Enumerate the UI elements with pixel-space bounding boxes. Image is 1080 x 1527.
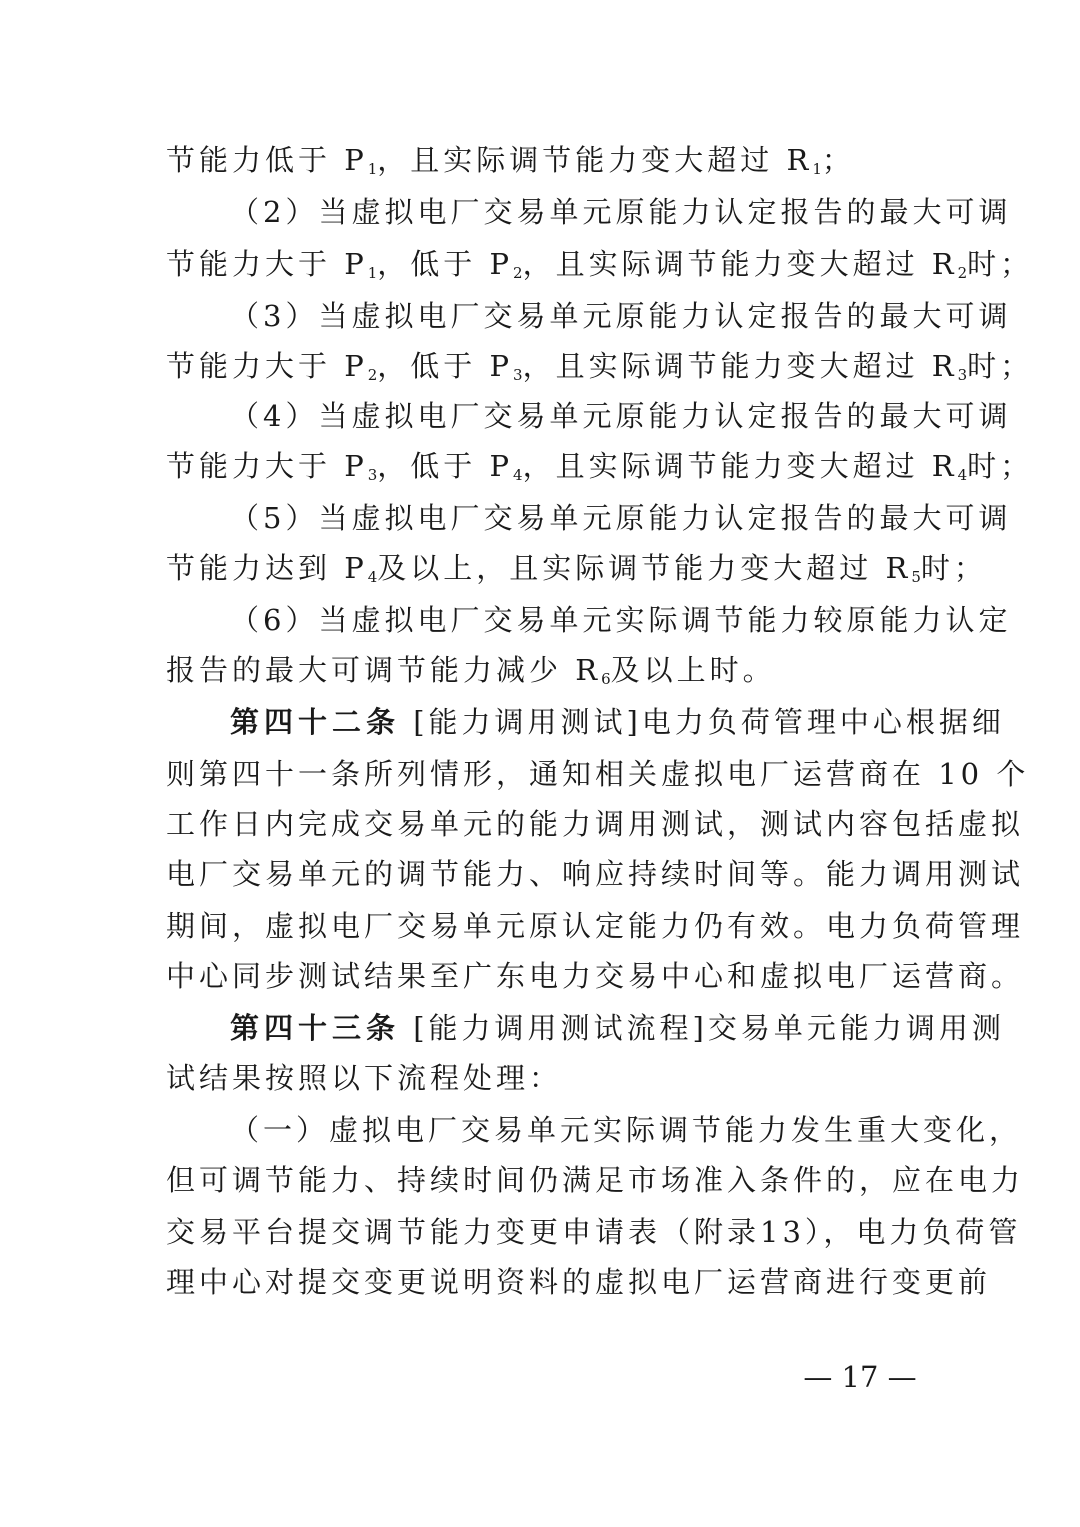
text-line [166,242,1034,286]
subscript: 3 [367,466,378,484]
text-segment: 节能力大于 P [166,247,368,281]
text-line [166,752,1030,796]
subscript: 5 [911,568,921,586]
text-segment: 节能力达到 P [166,551,368,585]
text-line [230,496,1012,540]
text-line [166,1158,1025,1202]
subscript: 2 [367,366,378,384]
text-segment: ，且实际调节能力变大超过 R [522,449,958,483]
text-segment: 交易平台提交调节能力变更申请表（附录13），电力负荷管 [166,1215,1022,1249]
subscript: 6 [601,670,611,688]
text-line [166,444,1034,488]
text-line [166,138,916,182]
subscript: 3 [957,366,968,384]
text-segment: （3）当虚拟电厂交易单元原能力认定报告的最大可调 [230,299,1012,333]
text-segment: （一）虚拟电厂交易单元实际调节能力发生重大变化， [230,1113,1023,1147]
article-43-heading-line [230,1006,1005,1050]
text-line [166,546,987,590]
text-segment: 试结果按照以下流程处理： [166,1061,563,1095]
text-line [166,648,916,692]
text-segment: 理中心对提交变更说明资料的虚拟电厂运营商进行变更前 [166,1265,992,1299]
subscript: 1 [812,160,822,178]
text-line [230,294,1012,338]
text-segment: 中心同步测试结果至广东电力交易中心和虚拟电厂运营商。 [166,959,1025,993]
text-line [230,190,1012,234]
text-line [166,904,1025,948]
article-label: 第四十二条 [230,705,401,739]
text-segment: 期间，虚拟电厂交易单元原认定能力仍有效。电力负荷管理 [166,909,1025,943]
text-segment: 报告的最大可调节能力减少 R [166,653,602,687]
text-segment: 但可调节能力、持续时间仍满足市场准入条件的，应在电力 [166,1163,1025,1197]
text-segment: 则第四十一条所列情形，通知相关虚拟电厂运营商在 10 个 [166,757,1030,791]
subscript: 1 [367,160,378,178]
text-segment: 时； [967,449,1034,483]
text-line [166,852,1025,896]
text-segment: [能力调用测试]电力负荷管理中心根据细 [400,705,1005,739]
article-label: 第四十三条 [230,1011,401,1045]
subscript: 1 [367,264,378,282]
subscript: 3 [513,366,523,384]
text-segment: 节能力大于 P [166,349,368,383]
page-number: — 17 — [803,1360,917,1394]
article-42-heading-line [230,700,1005,744]
text-segment: ； [821,143,855,177]
text-segment: 电厂交易单元的调节能力、响应持续时间等。能力调用测试 [166,857,1025,891]
text-segment: 节能力大于 P [166,449,368,483]
text-segment: ，低于 P [377,449,514,483]
text-segment: 时； [920,551,987,585]
text-segment: 节能力低于 P [166,143,368,177]
text-line [166,802,1025,846]
subscript: 2 [513,264,523,282]
text-line [230,394,1012,438]
text-segment: 及以上，且实际调节能力变大超过 R [377,551,912,585]
text-segment: 时； [967,349,1034,383]
text-segment: 工作日内完成交易单元的能力调用测试，测试内容包括虚拟 [166,807,1025,841]
text-segment: [能力调用测试流程]交易单元能力调用测 [400,1011,1005,1045]
text-line [166,1056,916,1100]
text-line [230,1108,1023,1152]
text-line [230,598,1012,642]
text-line [166,954,1025,998]
subscript: 4 [513,466,523,484]
text-segment: 及以上时。 [610,653,776,687]
text-segment: ，且实际调节能力变大超过 R [522,247,958,281]
text-segment: （6）当虚拟电厂交易单元实际调节能力较原能力认定 [230,603,1012,637]
text-line [166,344,1034,388]
text-segment: （4）当虚拟电厂交易单元原能力认定报告的最大可调 [230,399,1012,433]
text-segment: ，且实际调节能力变大超过 R [377,143,813,177]
text-segment: ，且实际调节能力变大超过 R [522,349,958,383]
text-segment: ，低于 P [377,349,514,383]
subscript: 4 [367,568,378,586]
subscript: 4 [957,466,968,484]
text-segment: ，低于 P [377,247,514,281]
text-segment: （5）当虚拟电厂交易单元原能力认定报告的最大可调 [230,501,1012,535]
text-segment: 时； [967,247,1034,281]
text-line [166,1260,992,1304]
subscript: 2 [957,264,968,282]
text-segment: （2）当虚拟电厂交易单元原能力认定报告的最大可调 [230,195,1012,229]
text-line [166,1210,1022,1254]
